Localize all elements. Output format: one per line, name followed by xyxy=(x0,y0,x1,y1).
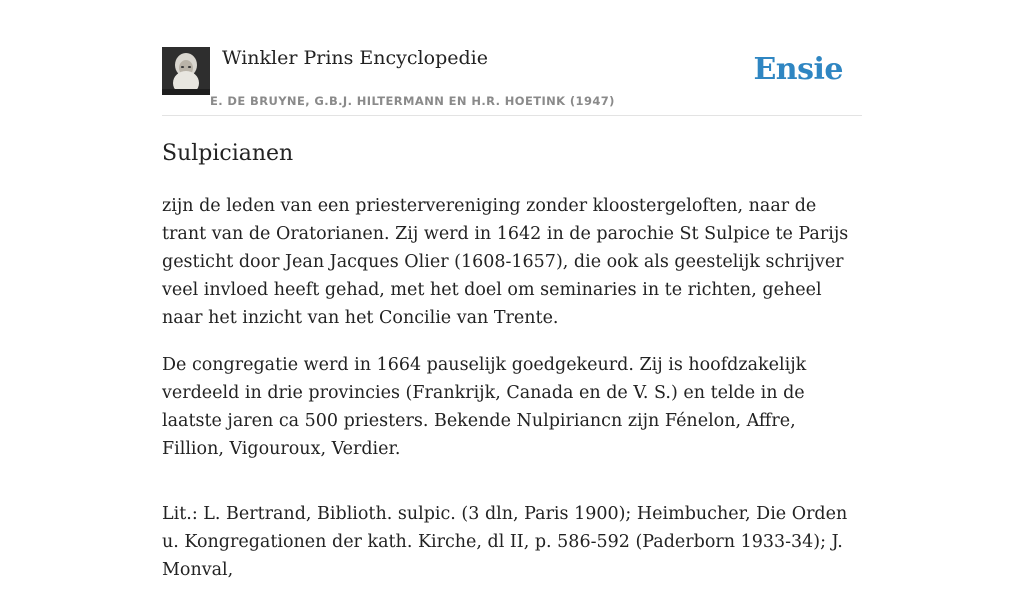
article-page xyxy=(162,0,862,580)
ensie-logo[interactable]: Ensie xyxy=(753,52,843,87)
authors-byline: E. DE BRUYNE, G.B.J. HILTERMANN EN H.R. HOETINK (1947) xyxy=(210,94,615,108)
paragraph-intro: zijn de leden van een priestervereniging zonder kloostergeloften, naar de trant van de Oratorianen. Zij werd in 1642 in de parochie St Sulpice te Parijs gesticht door Jean Jacques Olier (1608-1657), die ook als geestelijk schrijver veel invloed heeft gehad, met het doel om seminaries in te richten, geheel naar het inzicht van het Concilie van Trente. xyxy=(162,196,849,328)
article-title: Sulpicianen xyxy=(162,141,294,166)
paragraph-congregation: De congregatie werd in 1664 pauselijk goedgekeurd. Zij is hoofdzakelijk verdeeld in drie provincies (Frankrijk, Canada en de V. S.) en telde in de laatste jaren ca 500 priesters. Bekende Nulpiriancn zijn Fénelon, Affre, Fillion, Vigouroux, Verdier. xyxy=(162,355,807,459)
encyclopedia-title[interactable]: Winkler Prins Encyclopedie xyxy=(222,47,488,69)
encyclopedia-header xyxy=(162,0,862,116)
portrait-icon[interactable] xyxy=(162,47,210,95)
paragraph-literature: Lit.: L. Bertrand, Biblioth. sulpic. (3 dln, Paris 1900); Heimbucher, Die Orden u. Kongregationen der kath. Kirche, dl II, p. 586-592 (Paderborn 1933-34); J. Monval, xyxy=(162,504,848,580)
article-body xyxy=(162,192,862,603)
